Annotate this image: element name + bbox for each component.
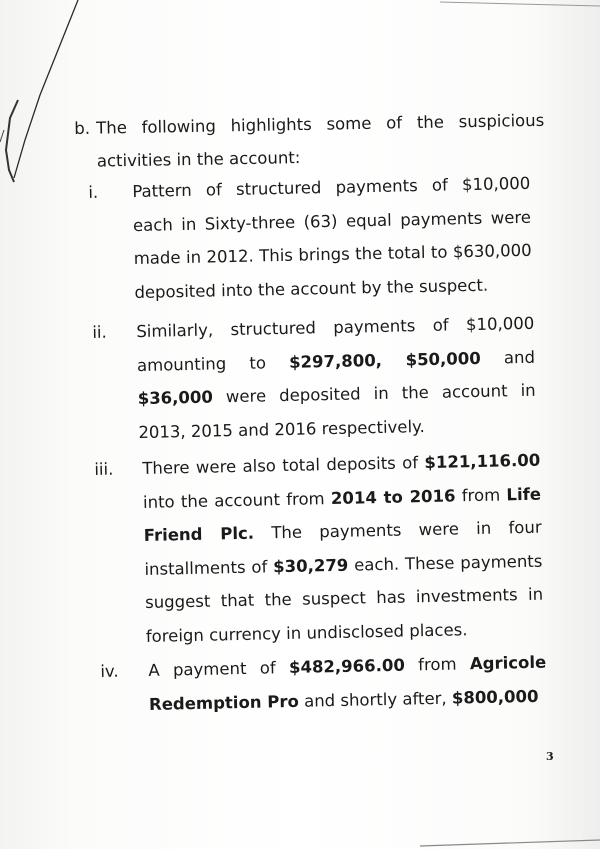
- bold-text-segment: 2014 to 2016: [330, 485, 456, 508]
- text-segment: each. These payments suggest that the suspect has investments in foreign currency in undisclosed places.: [144, 551, 544, 646]
- text-segment: into the account from: [142, 488, 332, 512]
- item-b-label: b.: [74, 118, 91, 138]
- text-segment: A payment of: [148, 658, 290, 680]
- text-segment: Similarly, structured payments of $10,000 amounting to: [136, 313, 535, 375]
- bold-text-segment: $297,800, $50,000: [288, 348, 481, 372]
- bottom-edge-line: [420, 840, 600, 846]
- sub-item-paragraph: [142, 444, 544, 653]
- bold-text-segment: $36,000: [137, 387, 214, 409]
- sub-item-body: [142, 444, 544, 653]
- item-b: [74, 104, 545, 178]
- text-segment: from: [404, 654, 471, 675]
- edge-scratch: [0, 130, 4, 142]
- sub-item-body: [148, 646, 547, 721]
- bold-text-segment: $482,966.00: [288, 655, 406, 678]
- text-segment: were deposited in the account in 2013, 2015 and 2016 respectively.: [138, 380, 536, 442]
- top-edge-line: [440, 2, 600, 6]
- bold-text-segment: $800,000: [451, 686, 539, 708]
- item-b-intro-line1: The following highlights some of the suspicious: [96, 110, 545, 138]
- page-number: 3: [546, 750, 554, 763]
- sub-item-paragraph: [136, 307, 537, 449]
- text-segment: and: [480, 347, 536, 368]
- bold-text-segment: $121,116.00: [424, 450, 541, 473]
- text-segment: Pattern of structured payments of $10,000 each in Sixty-three (63) equal payments were made in 2012. This brings the total to $630,000 deposited into the account by the suspect.: [132, 173, 532, 302]
- sub-item-body: [132, 167, 533, 309]
- text-segment: from: [455, 484, 507, 505]
- sub-item-numeral: iii.: [94, 459, 114, 479]
- sub-item-body: [136, 307, 537, 449]
- sub-item-numeral: i.: [88, 182, 99, 202]
- sub-item-paragraph: [132, 167, 533, 309]
- item-b-intro-line2: activities in the account:: [96, 148, 301, 171]
- page-edge-line: [14, 0, 78, 178]
- sub-item-paragraph: [148, 646, 547, 721]
- text-segment: There were also total deposits of: [142, 453, 425, 478]
- text-segment: The payments were in four installments of: [144, 517, 542, 579]
- bold-text-segment: Agricole Redemption Pro: [148, 652, 547, 714]
- bold-text-segment: Life Friend Plc.: [143, 484, 542, 545]
- sub-item-numeral: ii.: [92, 322, 107, 342]
- text-segment: and shortly after,: [298, 688, 453, 711]
- sub-item-numeral: iv.: [100, 661, 119, 681]
- bold-text-segment: $30,279: [272, 555, 349, 576]
